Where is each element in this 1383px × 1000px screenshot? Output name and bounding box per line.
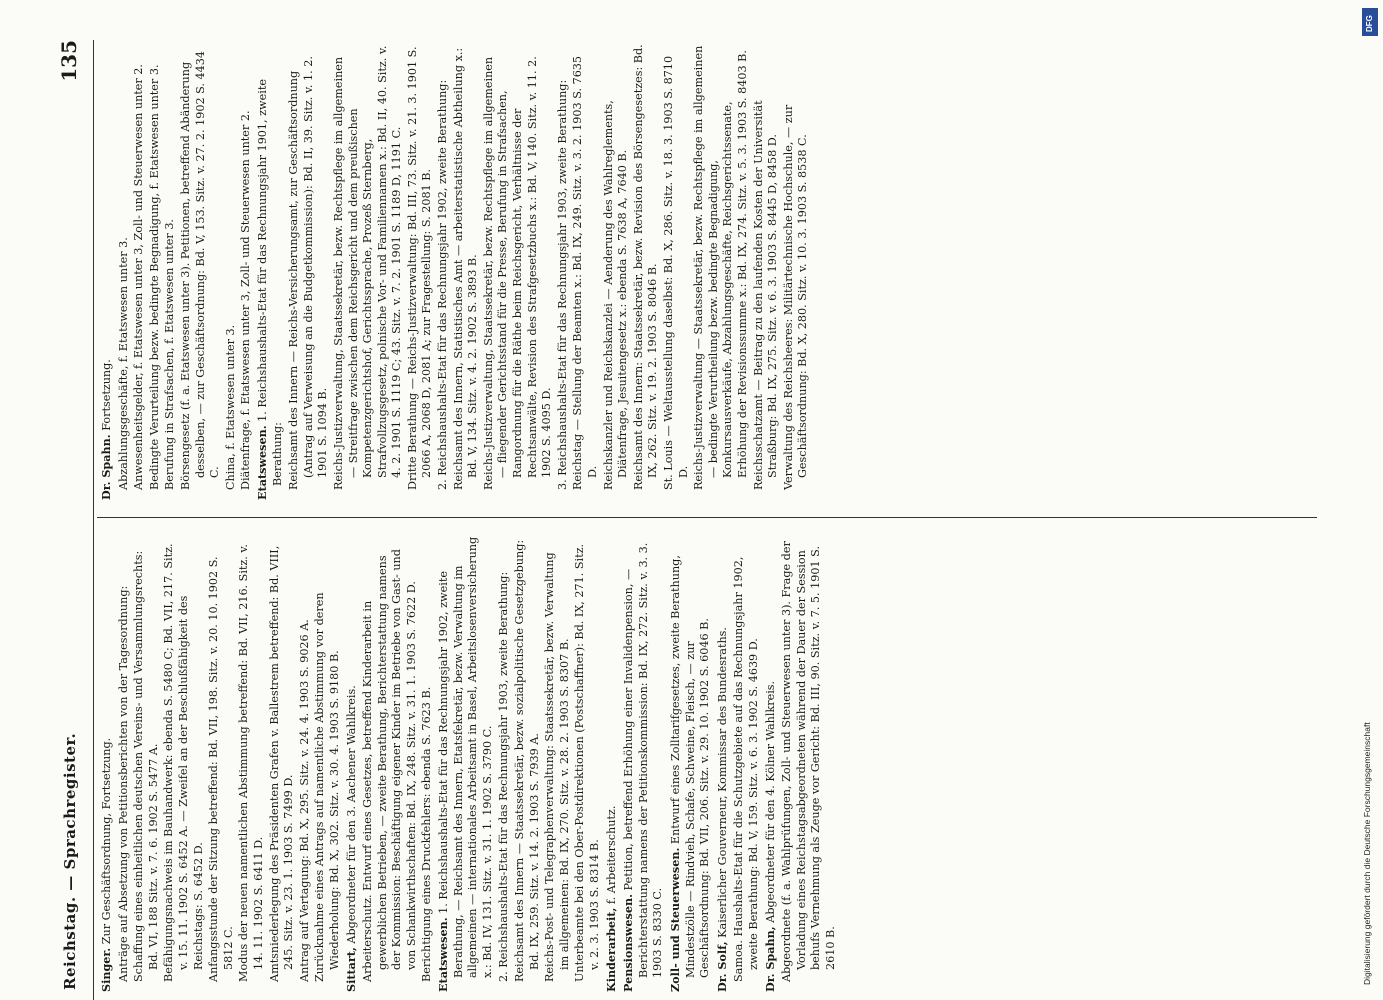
entry-subline — [732, 536, 761, 992]
entry-subline — [298, 536, 313, 992]
entry-subline — [162, 536, 206, 992]
entry-text: Reichs-Justizverwaltung, Staatssekretär, bezw. Rechtspflege im allgemeinen — Streitfrage zwischen dem Reichsgericht und dem preußischen Kompetenzgerichtshof, Gerichtssprache, Prozeß Sternberg, Strafvollzugsgesetz, polnische Vor- und Familiennamen x.: Bd. II, 40. Sitz. v. 4. 2. 1901 S. 1119 C; 43. Sitz. v. 7. 2. 1901 S. 1189 D, 1191 C. — [331, 45, 404, 490]
register-entry — [436, 536, 603, 992]
entry-text: 1. Reichshaushalts-Etat für das Rechnungsjahr 1901, zweite Berathung: — [255, 79, 284, 486]
entry-subline — [148, 44, 163, 500]
entry-text: Reichskanzler und Reichskanzlei — Aenderung des Wahlreglements, Diätenfrage, Jesuitengesetz x.: ebenda S. 7638 A, 7640 B. — [601, 100, 630, 490]
entry-text: Samoa. Haushalts-Etat für die Schutzgebiete auf das Rechnungsjahr 1902, zweite Berathung: Bd. V, 159. Sitz. v. 6. 3. 1902 S. 4639 D. — [732, 556, 760, 982]
entry-subline — [239, 44, 254, 500]
entry-subline — [420, 536, 435, 992]
entry-text: Kaiserlicher Gouverneur, Kommissar des Bundesraths. — [715, 627, 729, 938]
entry-heading: Singer. — [99, 947, 113, 992]
entry-subline — [132, 44, 147, 500]
entry-text: Reichs-Post- und Telegraphenverwaltung: Staatssekretär, bezw. Verwaltung im allgemeinen: Bd. IX, 270. Sitz. v. 28. 2. 1903 S. 8307 B. — [543, 552, 571, 982]
entry-heading: Pensionswesen. — [621, 894, 636, 992]
page-number: 135 — [57, 40, 81, 82]
entry-subline — [782, 44, 811, 500]
entry-subline — [361, 536, 419, 992]
entry-subline — [268, 536, 297, 992]
entry-text: Reichs-Justizverwaltung, Staatssekretär, bezw. Rechtspflege im allgemeinen — fliegender Gerichtsstand für die Presse, Berufung in Strafsachen, Rangordnung für die Räthe beim Reichsgericht, Verhältnisse der Rechtsanwälte, Revision des Strafgesetzbuchs x.: Bd. V, 140. Sitz. v. 11. 2. 1902 S. 4095 D. — [481, 56, 554, 490]
entry-subline — [482, 44, 555, 500]
entry-text: Befähigungsnachweis im Bauhandwerk: ebenda S. 5480 C; Bd. VII, 217. Sitz. v. 15. 11. 1902 S. 6452 A. — Zweifel an der Beschlußfähigkeit des Reichstags: S. 6452 D. — [162, 543, 205, 982]
entry-text: Anwesenheitsgelder, f. Etatswesen unter 3, Zoll- und Steuerwesen unter 2. — [132, 64, 146, 490]
entry-text: Reichsamt des Innern, Statistisches Amt — arbeiterstatistische Abtheilung x.: Bd. V, 134. Sitz. v. 4. 2. 1902 S. 3893 B. — [451, 47, 480, 490]
entry-subline — [662, 44, 691, 500]
entry-subline — [332, 44, 405, 500]
entry-subline — [556, 44, 571, 500]
register-entry — [255, 44, 811, 500]
entry-subline — [513, 536, 542, 992]
entry-subline — [436, 44, 451, 500]
dfg-logo: DFG — [1362, 8, 1378, 36]
entry-text: Antrag auf Vertagung: Bd. X, 295. Sitz. v. 24. 4. 1903 S. 9026 A. — [297, 619, 311, 982]
entry-subline — [132, 536, 161, 992]
entry-subline — [571, 44, 600, 500]
entry-line — [715, 536, 731, 992]
entry-text: Abgeordnete (f. a. Wahlprüfungen, Zoll- und Steuerwesen unter 3). Frage der Vorladung eines Reichstagsabgeordneten während der Dauer der Session behufs Vernehmung als Zeuge vor Gericht: Bd. III, 90. Sitz. v. 7. 5. 1901 S. 2610 B. — [780, 541, 837, 982]
entry-text: Zur Geschäftsordnung, Fortsetzung. — [100, 737, 113, 945]
entry-line — [99, 536, 115, 992]
entry-subline — [632, 44, 661, 500]
register-entry — [99, 44, 254, 500]
entry-text: Zurücknahme eines Antrags auf namentliche Abstimmung vor deren Wiederholung: Bd. X, 302. Sitz. v. 30. 4. 1903 S. 9180 B. — [313, 592, 341, 982]
entry-subline — [752, 44, 781, 500]
entry-heading: Dr. Solf, — [714, 941, 729, 992]
entry-text: Reichsamt des Innern — Reichs-Versicherungsamt, zur Geschäftsordnung (Antrag auf Verweisung an die Budgetkommission): Bd. II, 39. Sitz. v. 1. 2. 1901 S. 1094 B. — [287, 56, 330, 490]
entry-subline — [497, 536, 512, 992]
left-column — [99, 536, 840, 992]
entry-text: Berufung in Strafsachen, f. Etatswesen unter 3. — [163, 219, 177, 490]
entry-text: Reichsamt des Innern: Staatssekretär, bezw. Revision des Börsengesetzes: Bd. IX, 262. Sitz. v. 19. 2. 1903 S. 8046 B. — [631, 44, 660, 490]
entry-line — [255, 44, 285, 500]
entry-subline — [780, 536, 838, 992]
entry-line — [436, 536, 495, 992]
register-entry — [668, 536, 713, 992]
column-rule — [97, 517, 1317, 518]
entry-text: Anfangsstunde der Sitzung betreffend: Bd. VII, 198. Sitz. v. 20. 10. 1902 S. 5812 C. — [207, 556, 235, 982]
entry-text: Schaffung eines einheitlichen deutschen Vereins- und Versammlungsrechts: Bd. VI, 188 Sitz. v. 7. 6. 1902 S. 5477 A. — [132, 550, 160, 982]
entry-text: Abgeordneter für den 4. Kölner Wahlkreis. — [763, 680, 777, 923]
entry-subline — [287, 44, 331, 500]
entry-line — [604, 536, 620, 992]
entry-text: Diätenfrage, f. Etatswesen unter 3, Zoll- und Steuerwesen unter 2. — [239, 110, 253, 490]
entry-text: Abgeordneter für den 3. Aachener Wahlkreis. — [344, 685, 358, 944]
right-column — [99, 44, 812, 500]
running-head: Reichstag. — Sprachregister. — [61, 732, 79, 990]
entry-text: Anträge auf Absetzung von Petitionsberichten von der Tagesordnung: — [116, 585, 130, 982]
header-rule — [93, 40, 94, 1000]
entry-heading: Zoll- und Steuerwesen. — [667, 847, 682, 992]
entry-line — [668, 536, 713, 992]
entry-text: Modus der neuen namentlichen Abstimmung betreffend: Bd. VII, 216. Sitz. v. 14. 11. 1902 S. 6411 D. — [237, 544, 265, 982]
register-entry — [604, 536, 620, 992]
entry-text: Fortsetzung. — [100, 359, 113, 431]
entry-text: 1. Reichshaushalts-Etat für das Rechnungsjahr 1902, zweite Berathung, — Reichsamt des Innern, Etatsfekretär, bezw. Verwaltung im allgemeinen — internationales Arbeitsamt in Basel, Arbeitslosenversicherung x.: Bd. IV, 131. Sitz. v. 31. 1. 1902 S. 3790 C. — [437, 536, 494, 978]
entry-text: 3. Reichshaushalts-Etat für das Rechnungsjahr 1903, zweite Berathung: — [555, 79, 569, 490]
entry-text: Bedingte Verurteilung bezw. bedingte Begnadigung, f. Etatswesen unter 3. — [147, 64, 161, 490]
entry-subline — [573, 536, 602, 992]
credit-text: Digitalisierung gefördert durch die Deutsche Forschungsgemeinschaft — [1362, 722, 1372, 985]
register-entry — [344, 536, 436, 992]
entry-subline — [452, 44, 481, 500]
entry-subline — [207, 536, 236, 992]
entry-text: Reichs-Justizverwaltung — Staatssekretär, bezw. Rechtspflege im allgemeinen — bedingte Verurtheilung bezw. bedingte Begnadigung, Konkursausverkäufe, Abzahlungsgeschäfte, Reichsgerichtssenate, Erhöhung der Revisionssumme x.: Bd. IX, 274. Sitz. v. 5. 3. 1903 S. 8403 B. — [692, 45, 749, 490]
entry-heading: Sittart, — [343, 947, 358, 992]
entry-text: Amtsniederlegung des Präsidenten Grafen v. Ballestrem betreffend: Bd. VIII, 245. Sitz. v. 23. 1. 1903 S. 7499 D. — [267, 545, 296, 982]
entry-text: Petition, betreffend Erhöhung einer Invalidenpension, — Berichterstattung namens der Petitionskommission: Bd. IX, 272. Sitz. v. 3. 3. 1903 S. 8330 C. — [622, 542, 665, 978]
entry-text: Abzahlungsgeschäfte, f. Etatswesen unter 3. — [116, 237, 130, 490]
entry-heading: Dr. Spahn, — [762, 926, 777, 992]
entry-text: 2. Reichshaushalts-Etat für das Rechnungsjahr 1903, zweite Berathung: — [497, 571, 511, 982]
entry-line — [344, 536, 360, 992]
entry-subline — [163, 44, 178, 500]
entry-text: St. Louis — Weltausstellung daselbst: Bd. X, 286. Sitz. v. 18. 3. 1903 S. 8710 D. — [661, 55, 690, 490]
register-entry — [99, 536, 343, 992]
entry-text: Reichsschatzamt — Beitrag zu den laufenden Kosten der Universität Straßburg: Bd. IX, 275. Sitz. v. 6. 3. 1903 S. 8445 D, 8458 D. — [751, 100, 780, 490]
entry-subline — [179, 44, 223, 500]
entry-subline — [117, 44, 132, 500]
entry-heading: Kinderarbeit, — [603, 907, 618, 992]
entry-text: 2. Reichshaushalts-Etat für das Rechnungsjahr 1902, zweite Berathung: — [436, 79, 450, 490]
entry-text: f. Arbeiterschutz. — [604, 805, 618, 905]
entry-subline — [692, 44, 750, 500]
entry-text: Entwurf eines Zolltarifgesetzes, zweite Berathung, Mindestzölle — Rindvieh, Schafe, Schweine, Fleisch, — zur Geschäftsordnung: Bd. VII, 206. Sitz. v. 29. 10. 1902 S. 6046 B. — [668, 555, 712, 978]
entry-line — [621, 536, 666, 992]
register-entry — [621, 536, 666, 992]
entry-text: Arbeiterschutz. Entwurf eines Gesetzes, betreffend Kinderarbeit in gewerblichen Betrieben, — zweite Berathung, Berichterstattung namens der Kommission: Beschäftigung eigener Kinder im Betriebe von Gast- und von Schankwirthschaften: Bd. IX, 248. Sitz. v. 31. 1. 1903 S. 7622 D. — [361, 549, 418, 982]
entry-text: Berichtigung eines Druckfehlers: ebenda S. 7623 B. — [420, 686, 434, 982]
entry-text: Börsengesetz (f. a. Etatswesen unter 3). Petitionen, betreffend Abänderung desselben, — zur Geschäftsordnung: Bd. V, 153. Sitz. v. 27. 2. 1902 S. 4434 C. — [178, 51, 222, 490]
entry-subline — [237, 536, 266, 992]
entry-subline — [117, 536, 132, 992]
entry-subline — [602, 44, 631, 500]
entry-line — [99, 44, 115, 500]
entry-heading: Etatswesen. — [254, 425, 269, 500]
register-entry — [763, 536, 839, 992]
entry-text: Verwaltung des Reichsheeres: Militärtechnische Hochschule, — zur Geschäftsordnung: Bd. X, 280. Sitz. v. 10. 3. 1903 S. 8538 C. — [781, 104, 810, 490]
register-entry — [715, 536, 762, 992]
entry-heading: Dr. Spahn. — [99, 434, 113, 500]
rotated-page-content — [55, 10, 1355, 1000]
entry-subline — [224, 44, 239, 500]
entry-heading: Etatswesen. — [436, 917, 451, 992]
entry-subline — [543, 536, 572, 992]
entry-subline — [406, 44, 435, 500]
digitization-credit — [1358, 10, 1378, 990]
entry-line — [763, 536, 779, 992]
entry-text: Reichstag — Stellung der Beamten x.: Bd. IX, 249. Sitz. v. 3. 2. 1903 S. 7635 D. — [571, 55, 599, 490]
entry-text: Unterbeamte bei den Ober-Postdirektionen (Postschaffner): Bd. IX, 271. Sitz. v. 2. 3. 1903 S. 8314 B. — [573, 543, 601, 982]
entry-text: Dritte Berathung — Reichs-Justizverwaltung: Bd. III, 73. Sitz. v. 21. 3. 1901 S. 2066 A, 2068 D, 2081 A; zur Fragestellung: S. 2081 B. — [405, 46, 434, 490]
entry-text: Reichsamt des Innern — Staatssekretär, bezw. sozialpolitische Gesetzgebung: Bd. IX, 259. Sitz. v. 14. 2. 1903 S. 7939 A. — [513, 539, 541, 982]
page-header — [57, 40, 87, 1000]
entry-subline — [313, 536, 342, 992]
entry-text: China, f. Etatswesen unter 3. — [223, 324, 237, 490]
